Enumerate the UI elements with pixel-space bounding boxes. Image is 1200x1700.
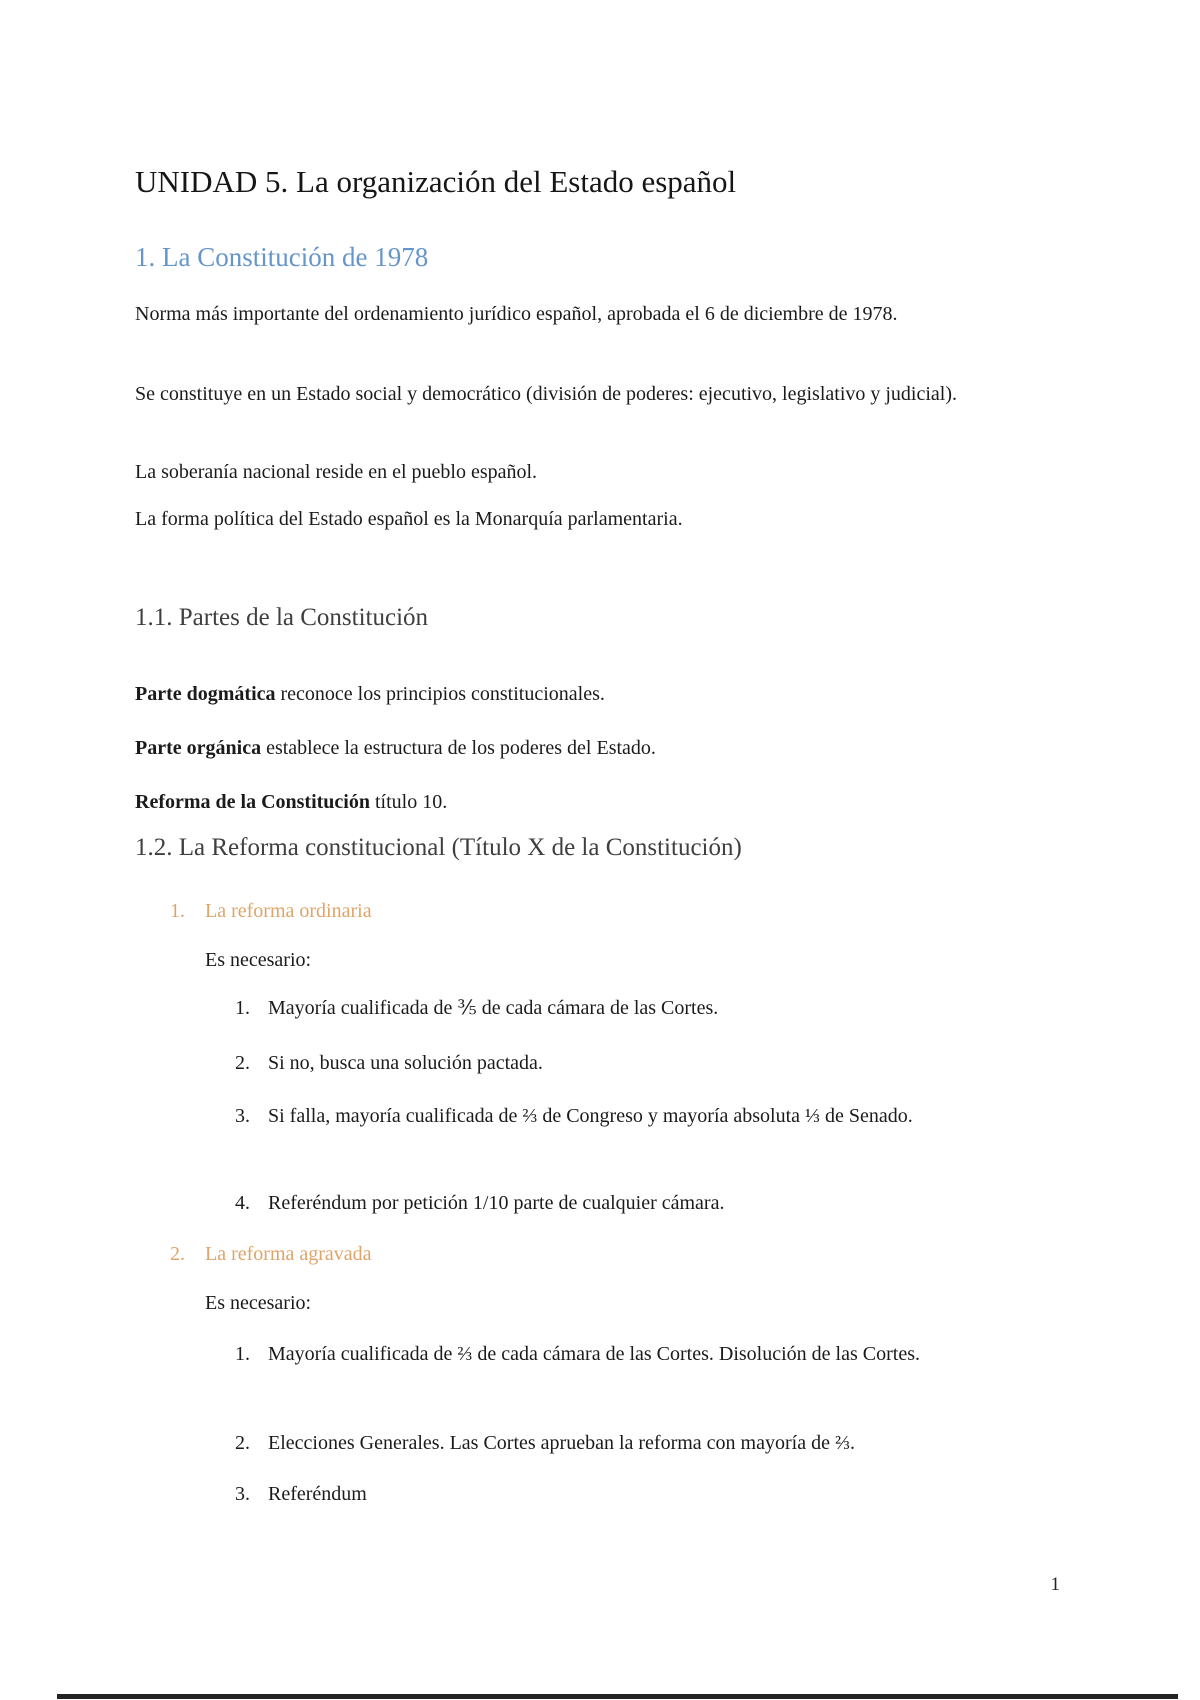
definition-term: Parte orgánica bbox=[135, 737, 262, 759]
bottom-divider bbox=[57, 1694, 1178, 1699]
list-item-number: 2. bbox=[235, 1052, 250, 1074]
list-item-number: 2. bbox=[235, 1432, 250, 1454]
definition-text: establece la estructura de los poderes del Estado. bbox=[261, 737, 656, 759]
list-item-text: Si falla, mayoría cualificada de ⅔ de Congreso y mayoría absoluta ⅓ de Senado. bbox=[268, 1105, 913, 1127]
list-item-text: Elecciones Generales. Las Cortes aprueban la reforma con mayoría de ⅔. bbox=[268, 1432, 855, 1454]
intro-es-necesario: Es necesario: bbox=[205, 1292, 312, 1314]
definition-parte-organica bbox=[135, 730, 1060, 766]
list-heading-label: La reforma ordinaria bbox=[205, 900, 372, 922]
list-item-text: Si no, busca una solución pactada. bbox=[268, 1052, 543, 1074]
list-item-text: Referéndum por petición 1/10 parte de cualquier cámara. bbox=[268, 1192, 725, 1214]
list-item-number: 3. bbox=[235, 1105, 250, 1127]
list-item-text: Mayoría cualificada de ⅔ de cada cámara de las Cortes. Disolución de las Cortes. bbox=[268, 1343, 920, 1365]
definition-text: título 10. bbox=[369, 791, 448, 813]
list-item bbox=[135, 1476, 1060, 1512]
document-title: UNIDAD 5. La organización del Estado español bbox=[135, 164, 737, 199]
list-item bbox=[135, 1425, 1060, 1461]
definition-text: reconoce los principios constitucionales. bbox=[275, 683, 605, 705]
paragraph-norma: Norma más importante del ordenamiento jurídico español, aprobada el 6 de diciembre de 1978. bbox=[135, 303, 898, 325]
list-item-text: Mayoría cualificada de ⅗ de cada cámara de las Cortes. bbox=[268, 997, 719, 1019]
list-item-number: 1. bbox=[235, 1343, 250, 1365]
paragraph-forma-politica: La forma política del Estado español es la Monarquía parlamentaria. bbox=[135, 508, 683, 530]
paragraph-soberania: La soberanía nacional reside en el pueblo español. bbox=[135, 461, 538, 483]
definition-reforma bbox=[135, 784, 1060, 820]
list-item-number: 4. bbox=[235, 1192, 250, 1214]
paragraph-estado-social: Se constituye en un Estado social y democrático (división de poderes: ejecutivo, legislativo y judicial). bbox=[135, 383, 958, 405]
page-number: 1 bbox=[1050, 1574, 1060, 1595]
list-item bbox=[135, 1098, 1060, 1134]
list-heading-reforma-agravada bbox=[135, 1236, 1060, 1272]
list-item-text: Referéndum bbox=[268, 1483, 367, 1505]
definition-term: Parte dogmática bbox=[135, 683, 276, 705]
definition-term: Reforma de la Constitución bbox=[135, 791, 370, 813]
list-item-number: 3. bbox=[235, 1483, 250, 1505]
subheading-reforma-constitucional: 1.2. La Reforma constitucional (Título X de la Constitución) bbox=[135, 834, 742, 861]
heading-constitucion-1978: 1. La Constitución de 1978 bbox=[135, 242, 429, 272]
list-number: 2. bbox=[170, 1243, 185, 1265]
document-content bbox=[135, 0, 1060, 1700]
definition-parte-dogmatica bbox=[135, 676, 1060, 712]
list-heading-reforma-ordinaria bbox=[135, 893, 1060, 929]
list-item bbox=[135, 1336, 1060, 1372]
list-number: 1. bbox=[170, 900, 185, 922]
list-item bbox=[135, 990, 1060, 1026]
list-heading-label: La reforma agravada bbox=[205, 1243, 372, 1265]
list-item-number: 1. bbox=[235, 997, 250, 1019]
intro-es-necesario: Es necesario: bbox=[205, 949, 312, 971]
list-item bbox=[135, 1045, 1060, 1081]
subheading-partes-constitucion: 1.1. Partes de la Constitución bbox=[135, 604, 429, 631]
list-item bbox=[135, 1185, 1060, 1221]
